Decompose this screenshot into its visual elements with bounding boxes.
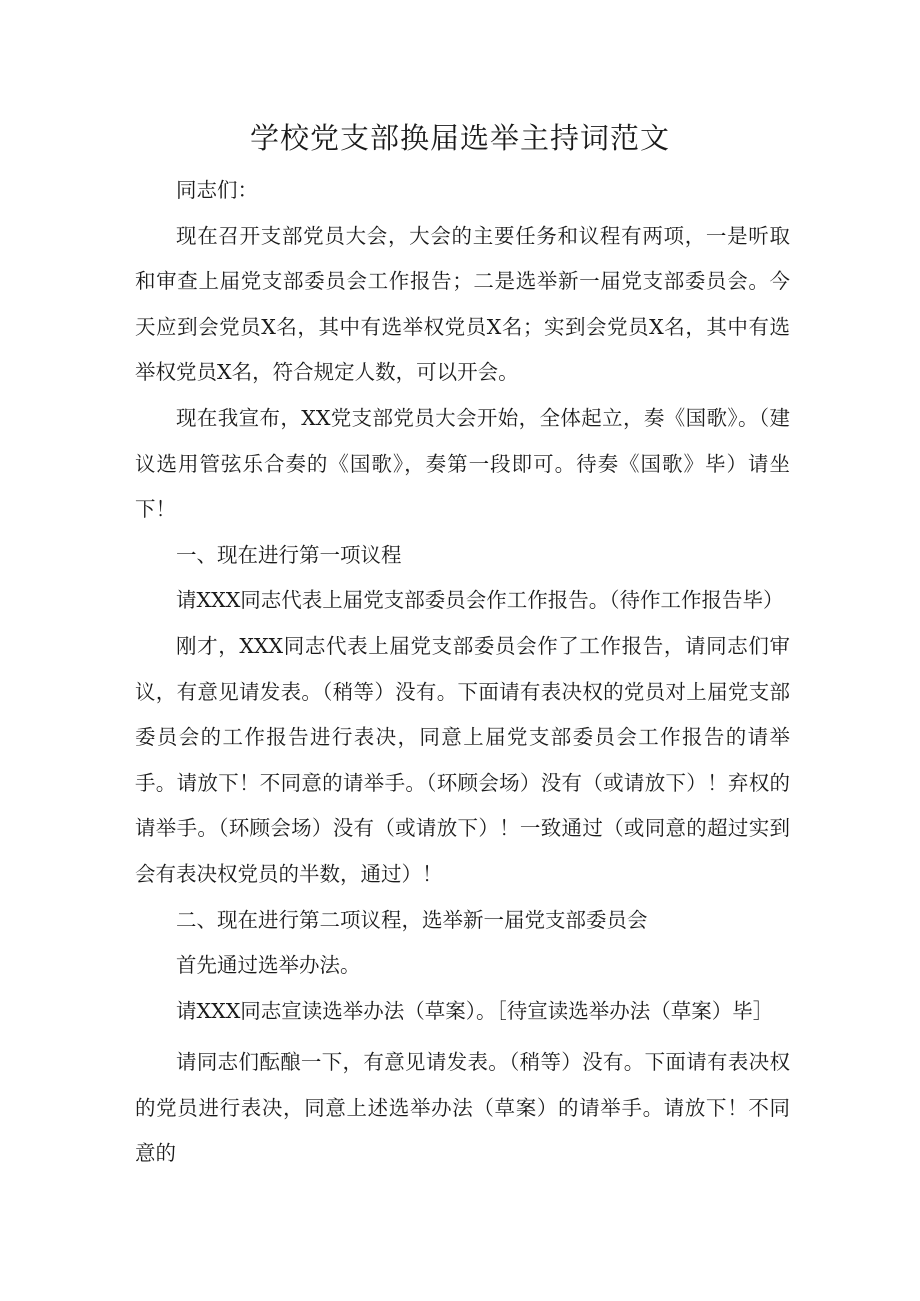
paragraph-report-request: 请XXX同志代表上届党支部委员会作工作报告。（待作工作报告毕） [176,588,784,613]
paragraph-method-vote: 请同志们酝酿一下，有意见请发表。（稍等）没有。下面请有表决权的党员进行表决，同意上述选举办法（草案）的请举手。请放下！不同意的 [135,1050,790,1166]
paragraph-opening: 现在召开支部党员大会，大会的主要任务和议程有两项，一是听取和审查上届党支部委员会工作报告；二是选举新一届党支部委员会。今天应到会党员X名，其中有选举权党员X名；实到会党员X名，其中有选举权党员X名，符合规定人数，可以开会。 [135,223,790,385]
paragraph-greeting: 同志们： [176,178,258,202]
document-title: 学校党支部换届选举主持词范文 [249,121,670,155]
paragraph-election-method: 首先通过选举办法。 [176,953,361,978]
paragraph-agenda-one: 一、现在进行第一项议程 [176,542,402,567]
paragraph-announcement: 现在我宣布，XX党支部党员大会开始，全体起立，奏《国歌》。（建议选用管弦乐合奏的《国歌》，奏第一段即可。待奏《国歌》毕）请坐下！ [135,405,790,522]
paragraph-report-vote: 刚才，XXX同志代表上届党支部委员会作了工作报告，请同志们审议，有意见请发表。（稍等）没有。下面请有表决权的党员对上届党支部委员会的工作报告进行表决，同意上届党支部委员会工作报告的请举手。请放下！不同意的请举手。（环顾会场）没有（或请放下）！弃权的请举手。（环顾会场）没有（或请放下）！一致通过（或同意的超过实到会有表决权党员的半数，通过）！ [135,633,790,886]
paragraph-agenda-two: 二、现在进行第二项议程，选举新一届党支部委员会 [176,907,648,932]
paragraph-method-reading: 请XXX同志宣读选举办法（草案）。［待宣读选举办法（草案）毕］ [176,998,774,1023]
document-body [135,168,790,1177]
